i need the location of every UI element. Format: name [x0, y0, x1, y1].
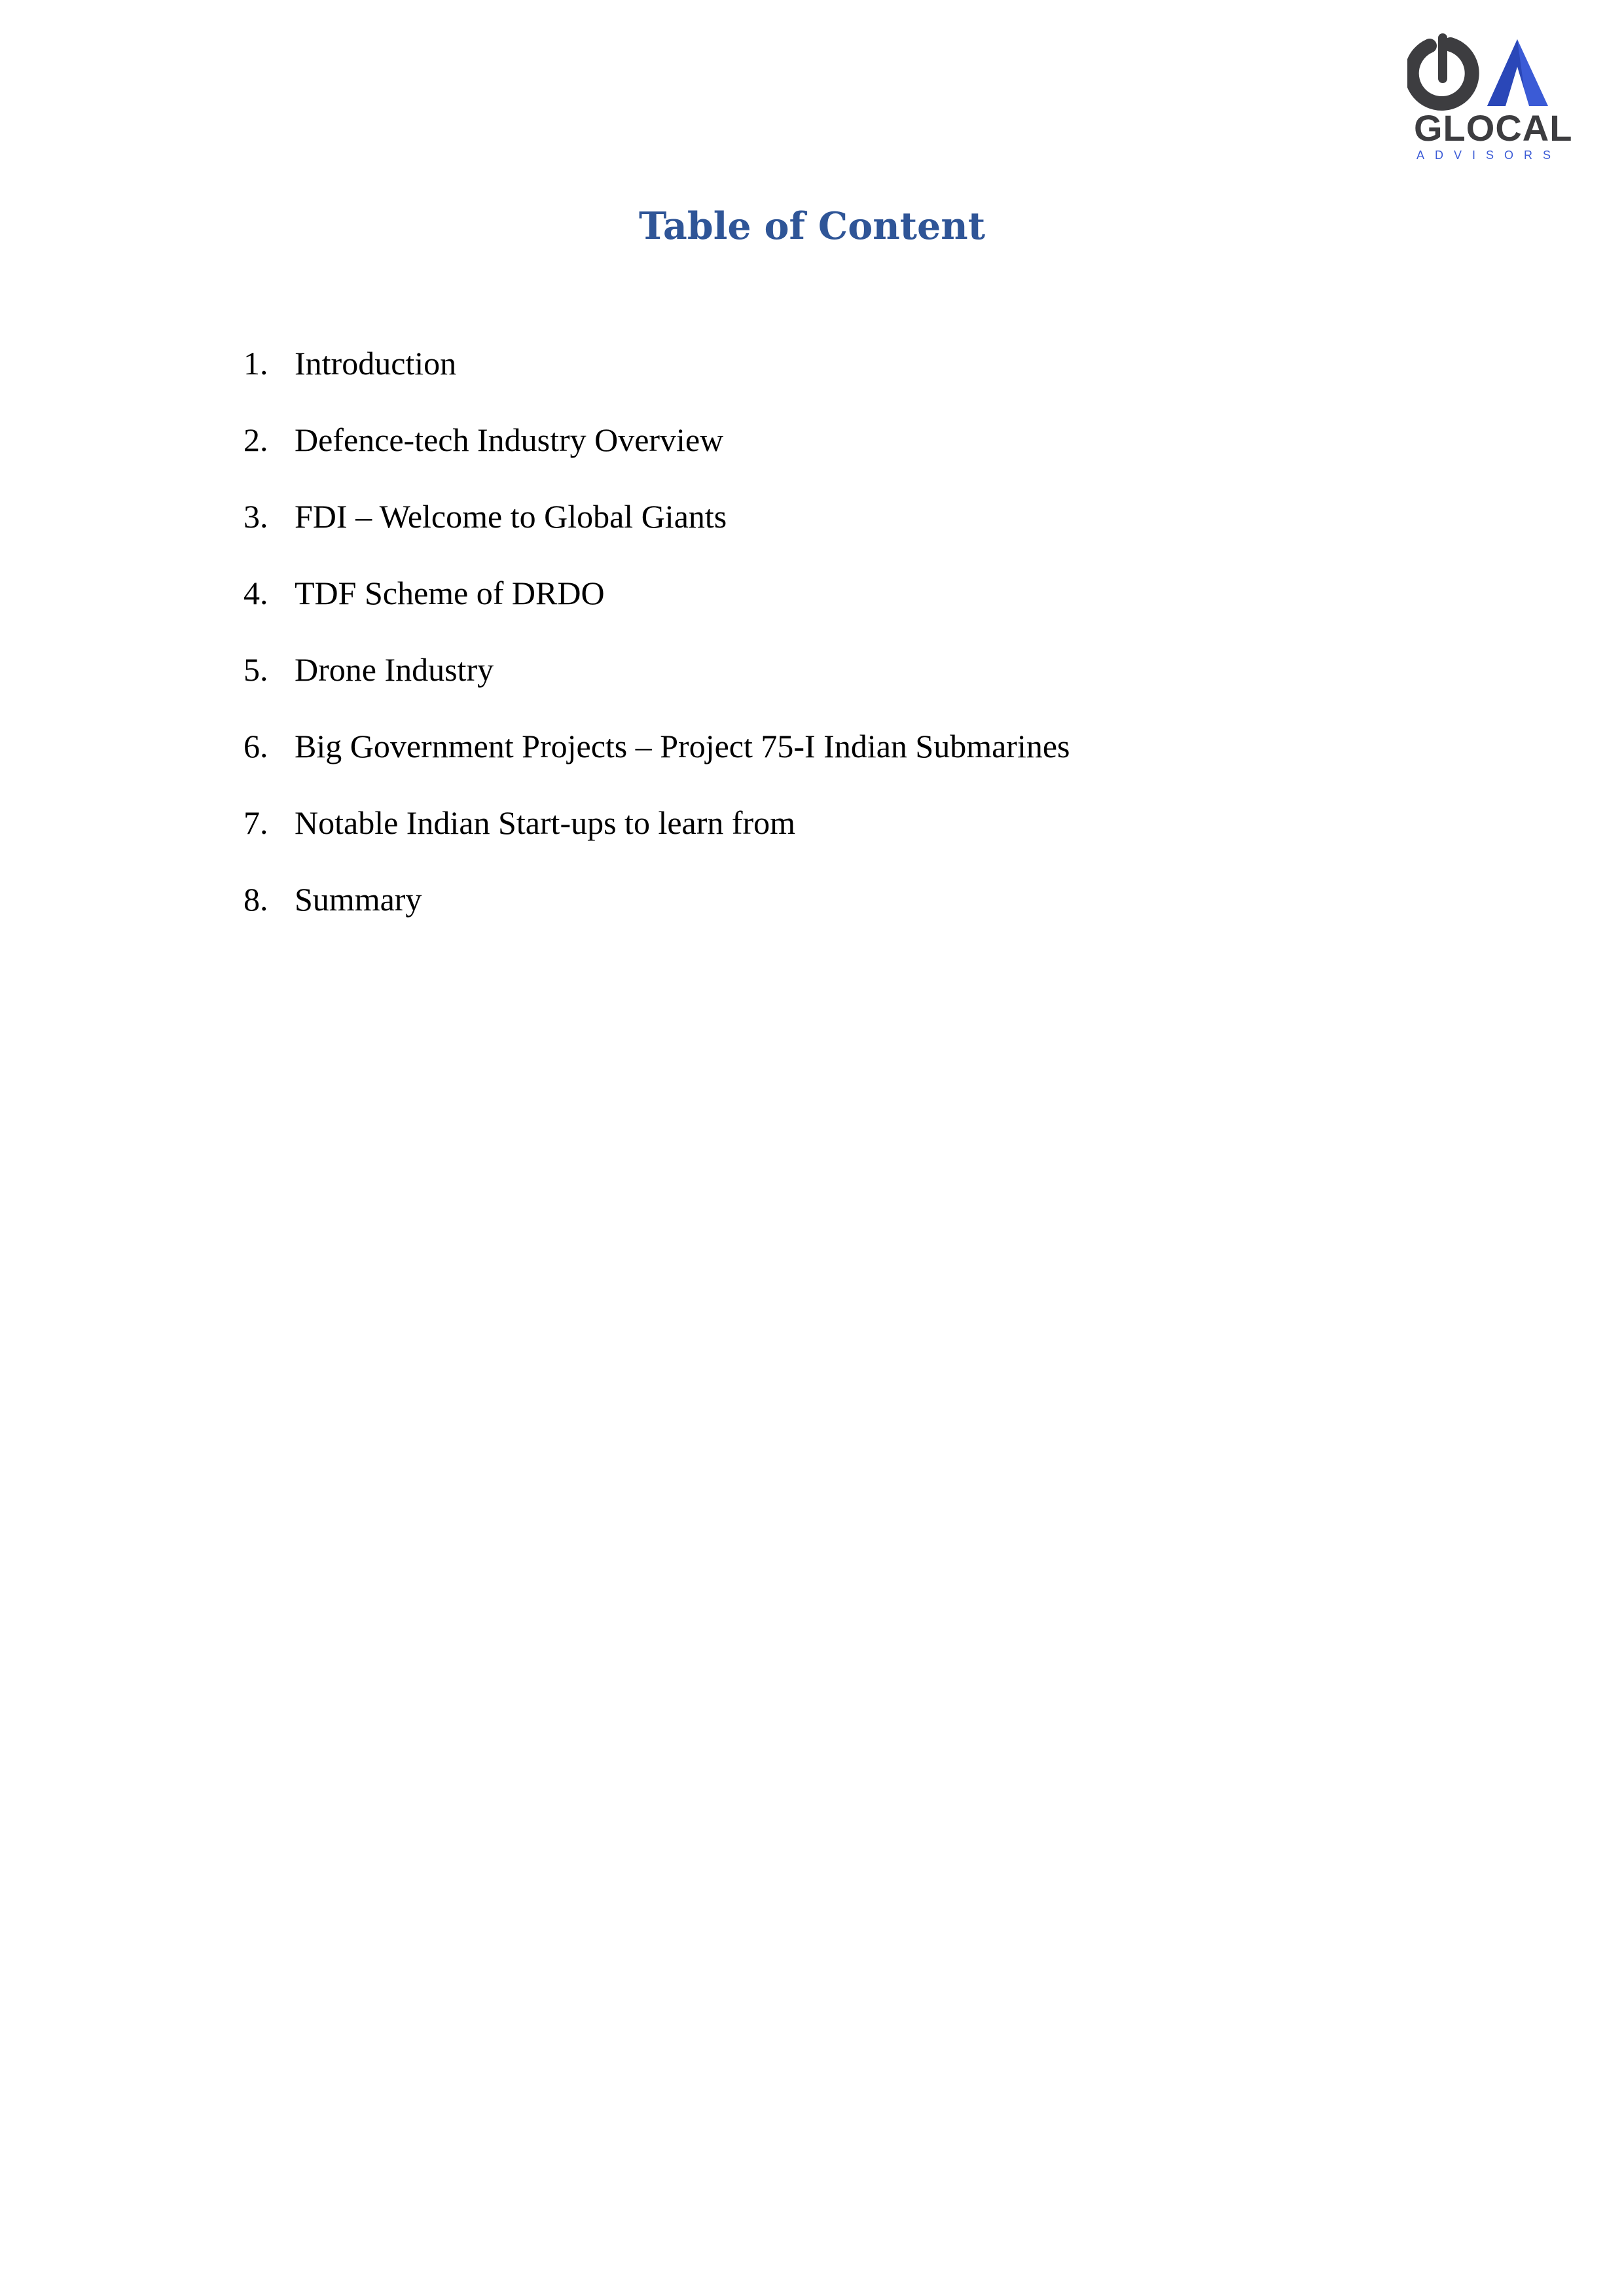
toc-item-8 [244, 883, 1487, 960]
logo-wordmark: GLOCAL [1414, 107, 1573, 149]
toc-item-7 [244, 806, 1487, 883]
toc-item-number: 4. [244, 575, 268, 611]
toc-item-5 [244, 653, 1487, 730]
company-logo [1407, 33, 1573, 164]
toc-item-label: Summary [295, 881, 422, 918]
toc-item-number: 1. [244, 345, 268, 382]
toc-item-label: Big Government Projects – Project 75-I Indian Submarines [295, 728, 1070, 764]
glocal-advisors-logo-icon [1407, 33, 1558, 111]
toc-item-6 [244, 730, 1487, 806]
toc-item-label: TDF Scheme of DRDO [295, 575, 605, 611]
toc-item-label: Introduction [295, 345, 457, 382]
toc-item-number: 2. [244, 422, 268, 458]
toc-item-label: Defence-tech Industry Overview [295, 422, 724, 458]
toc-item-number: 5. [244, 651, 268, 688]
toc-item-number: 8. [244, 881, 268, 918]
toc-item-2 [244, 423, 1487, 500]
table-of-contents [244, 347, 1487, 960]
toc-item-number: 7. [244, 804, 268, 841]
toc-item-4 [244, 577, 1487, 653]
toc-item-1 [244, 347, 1487, 423]
toc-item-number: 3. [244, 498, 268, 535]
page-title: Table of Content [638, 204, 986, 248]
toc-item-3 [244, 500, 1487, 577]
toc-item-label: FDI – Welcome to Global Giants [295, 498, 727, 535]
logo-subtext: ADVISORS [1416, 149, 1562, 162]
toc-item-label: Notable Indian Start-ups to learn from [295, 804, 796, 841]
toc-item-label: Drone Industry [295, 651, 494, 688]
toc-item-number: 6. [244, 728, 268, 764]
